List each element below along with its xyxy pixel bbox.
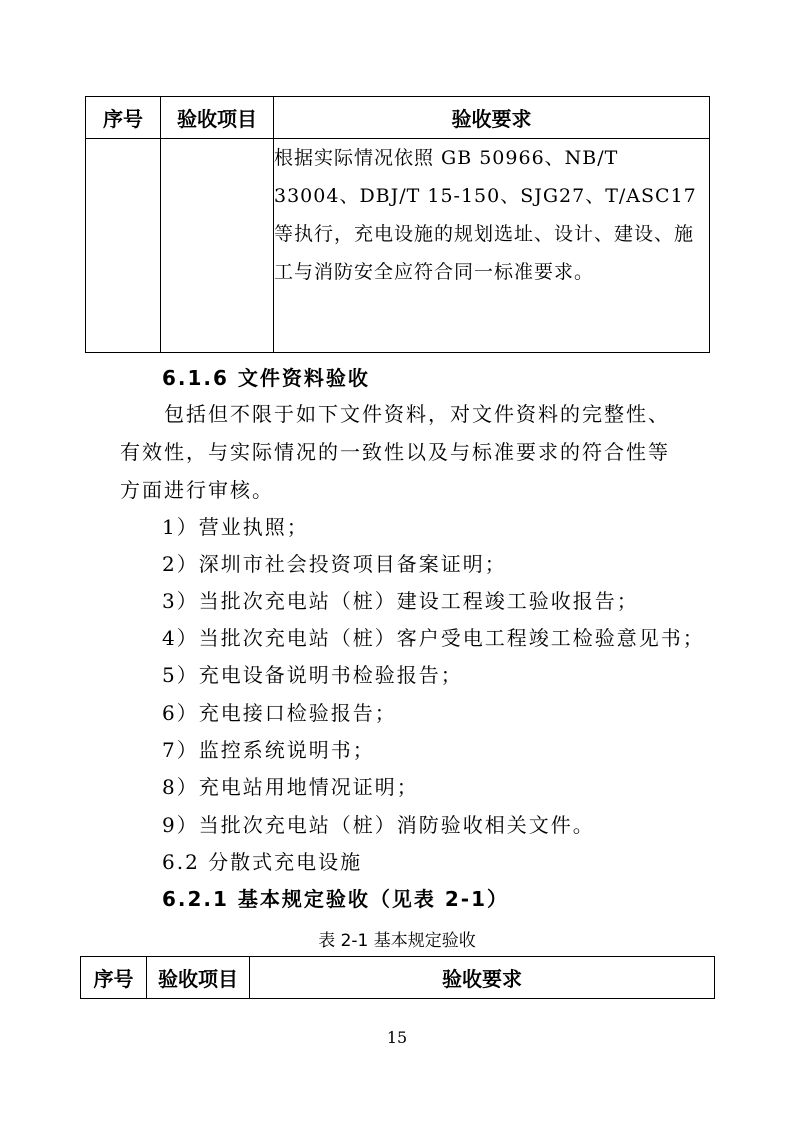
page-number: 15 — [386, 1028, 408, 1047]
document-list-item-5: 5）充电设备说明书检验报告； — [162, 663, 463, 687]
header-acceptance-item: 验收项目 — [147, 957, 250, 999]
section-intro-paragraph: 包括但不限于如下文件资料，对文件资料的完整性、有效性，与实际情况的一致性以及与标准要求的符合性等方面进行审核。 — [120, 402, 670, 502]
basic-provisions-table — [80, 956, 715, 999]
header-acceptance-requirement: 验收要求 — [274, 97, 710, 139]
table-caption: 表 2-1 基本规定验收 — [318, 931, 476, 951]
document-list-item-7: 7）监控系统说明书； — [162, 738, 375, 762]
document-list-item-6: 6）充电接口检验报告； — [162, 701, 397, 725]
header-acceptance-item: 验收项目 — [161, 97, 274, 139]
document-list-item-3: 3）当批次充电站（桩）建设工程竣工验收报告； — [162, 589, 639, 613]
section-heading-6-2: 6.2 分散式充电设施 — [162, 850, 363, 874]
cell-acceptance-item — [161, 139, 274, 353]
section-heading-6-2-1: 6.2.1 基本规定验收（见表 2-1） — [162, 887, 510, 911]
document-list-item-9: 9）当批次充电站（桩）消防验收相关文件。 — [162, 813, 595, 837]
header-acceptance-requirement: 验收要求 — [250, 957, 715, 999]
document-list-item-8: 8）充电站用地情况证明； — [162, 775, 419, 799]
table-header-row — [86, 97, 710, 139]
document-list-item-4: 4）当批次充电站（桩）客户受电工程竣工检验意见书； — [162, 626, 705, 650]
header-serial-no: 序号 — [86, 97, 161, 139]
table-header-row — [81, 957, 715, 999]
section-heading-6-1-6: 6.1.6 文件资料验收 — [162, 366, 370, 390]
document-list-item-2: 2）深圳市社会投资项目备案证明； — [162, 552, 507, 576]
document-list-item-1: 1）营业执照； — [162, 515, 309, 539]
cell-requirement-text: 根据实际情况依照 GB 50966、NB/T 33004、DBJ/T 15-150、SJG27、T/ASC17 等执行，充电设施的规划选址、设计、建设、施工与消防安全应符合同一标准要求。 — [274, 139, 710, 353]
table-row — [86, 139, 710, 353]
cell-serial-no — [86, 139, 161, 353]
acceptance-table-continued — [85, 96, 710, 353]
header-serial-no: 序号 — [81, 957, 147, 999]
